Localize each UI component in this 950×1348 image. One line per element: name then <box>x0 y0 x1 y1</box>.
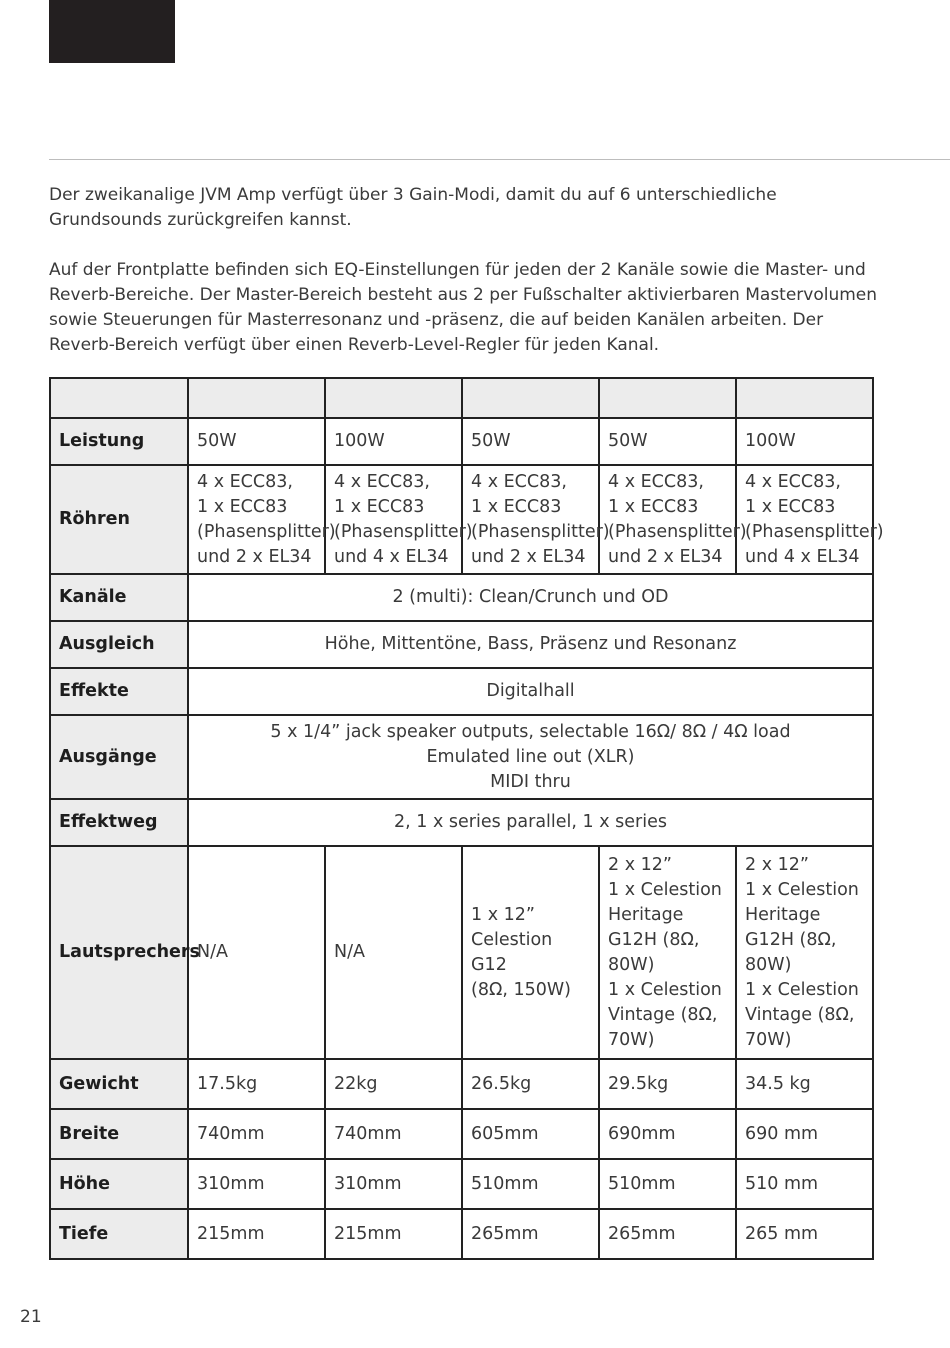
table-cell: 4 x ECC83, 1 x ECC83 (Phasensplitter) und 2 x EL34 <box>188 465 325 574</box>
table-cell: 2 x 12” 1 x Celestion Heritage G12H (8Ω, 80W) 1 x Celestion Vintage (8Ω, 70W) <box>599 846 736 1059</box>
table-cell: 34.5 kg <box>736 1059 873 1109</box>
table-cell: 310mm <box>325 1159 462 1209</box>
row-label: Höhe <box>50 1159 188 1209</box>
header-row <box>50 378 873 418</box>
table-cell: 17.5kg <box>188 1059 325 1109</box>
spec-table <box>49 377 884 1260</box>
row-label: Lautsprechers <box>50 846 188 1059</box>
row-breite <box>50 1109 873 1159</box>
table-cell: 29.5kg <box>599 1059 736 1109</box>
row-hoehe <box>50 1159 873 1209</box>
table-cell: 26.5kg <box>462 1059 599 1109</box>
table-cell: Höhe, Mittentöne, Bass, Präsenz und Resonanz <box>188 621 873 668</box>
table-cell: 1 x 12” Celestion G12 (8Ω, 150W) <box>462 846 599 1059</box>
intro-text <box>49 183 889 383</box>
row-lautsprechers <box>50 846 873 1059</box>
row-label: Ausgleich <box>50 621 188 668</box>
table-cell: 4 x ECC83, 1 x ECC83 (Phasensplitter) und 2 x EL34 <box>599 465 736 574</box>
table-cell: 265mm <box>599 1209 736 1259</box>
table-cell: 5 x 1/4” jack speaker outputs, selectable 16Ω/ 8Ω / 4Ω load Emulated line out (XLR) MIDI thru <box>188 715 873 799</box>
table-cell: 690 mm <box>736 1109 873 1159</box>
row-label: Leistung <box>50 418 188 465</box>
table-cell: 50W <box>188 418 325 465</box>
header-block <box>49 0 175 63</box>
intro-paragraph-2: Auf der Frontplatte befinden sich EQ-Einstellungen für jeden der 2 Kanäle sowie die Master- und Reverb-Bereiche. Der Master-Bereich besteht aus 2 per Fußschalter aktivierbaren Mastervolumen sowie Steuerungen für Masterresonanz und -präsenz, die auf beiden Kanälen arbeiten. Der Reverb-Bereich verfügt über einen Reverb-Level-Regler für jeden Kanal. <box>49 260 878 355</box>
header-cell <box>462 378 599 418</box>
table-cell: N/A <box>188 846 325 1059</box>
table-cell: 100W <box>325 418 462 465</box>
header-cell <box>599 378 736 418</box>
table-cell: 510mm <box>599 1159 736 1209</box>
row-effektweg <box>50 799 873 846</box>
table-cell: 215mm <box>188 1209 325 1259</box>
table-cell: 4 x ECC83, 1 x ECC83 (Phasensplitter) und 4 x EL34 <box>325 465 462 574</box>
page-number: 21 <box>20 1307 42 1327</box>
table-cell: 510 mm <box>736 1159 873 1209</box>
header-cell <box>50 378 188 418</box>
table-cell: 605mm <box>462 1109 599 1159</box>
intro-paragraph-1: Der zweikanalige JVM Amp verfügt über 3 Gain-Modi, damit du auf 6 unterschiedliche Grundsounds zurückgreifen kannst. <box>49 185 777 230</box>
header-cell <box>736 378 873 418</box>
row-ausgleich <box>50 621 873 668</box>
table-cell: 510mm <box>462 1159 599 1209</box>
table-cell: 2 (multi): Clean/Crunch und OD <box>188 574 873 621</box>
header-cell <box>325 378 462 418</box>
table-cell: 690mm <box>599 1109 736 1159</box>
row-roehren <box>50 465 873 574</box>
table-cell: 22kg <box>325 1059 462 1109</box>
table-cell: 4 x ECC83, 1 x ECC83 (Phasensplitter) und 2 x EL34 <box>462 465 599 574</box>
table-cell: 2, 1 x series parallel, 1 x series <box>188 799 873 846</box>
row-label: Kanäle <box>50 574 188 621</box>
table-cell: 740mm <box>325 1109 462 1159</box>
table-cell: 215mm <box>325 1209 462 1259</box>
row-label: Effektweg <box>50 799 188 846</box>
table-cell: Digitalhall <box>188 668 873 715</box>
table-cell: 100W <box>736 418 873 465</box>
row-ausgaenge <box>50 715 873 799</box>
table-cell: 50W <box>462 418 599 465</box>
row-gewicht <box>50 1059 873 1109</box>
row-label: Breite <box>50 1109 188 1159</box>
header-cell <box>188 378 325 418</box>
table-cell: 50W <box>599 418 736 465</box>
row-leistung <box>50 418 873 465</box>
table-cell: 2 x 12” 1 x Celestion Heritage G12H (8Ω, 80W) 1 x Celestion Vintage (8Ω, 70W) <box>736 846 873 1059</box>
row-label: Gewicht <box>50 1059 188 1109</box>
row-label: Röhren <box>50 465 188 574</box>
table-cell: N/A <box>325 846 462 1059</box>
row-label: Tiefe <box>50 1209 188 1259</box>
row-effekte <box>50 668 873 715</box>
table-cell: 265 mm <box>736 1209 873 1259</box>
row-label: Ausgänge <box>50 715 188 799</box>
row-tiefe <box>50 1209 873 1259</box>
header-rule <box>49 159 950 160</box>
table-cell: 310mm <box>188 1159 325 1209</box>
table-cell: 265mm <box>462 1209 599 1259</box>
row-kanaele <box>50 574 873 621</box>
table-cell: 4 x ECC83, 1 x ECC83 (Phasensplitter) und 4 x EL34 <box>736 465 873 574</box>
table-cell: 740mm <box>188 1109 325 1159</box>
row-label: Effekte <box>50 668 188 715</box>
